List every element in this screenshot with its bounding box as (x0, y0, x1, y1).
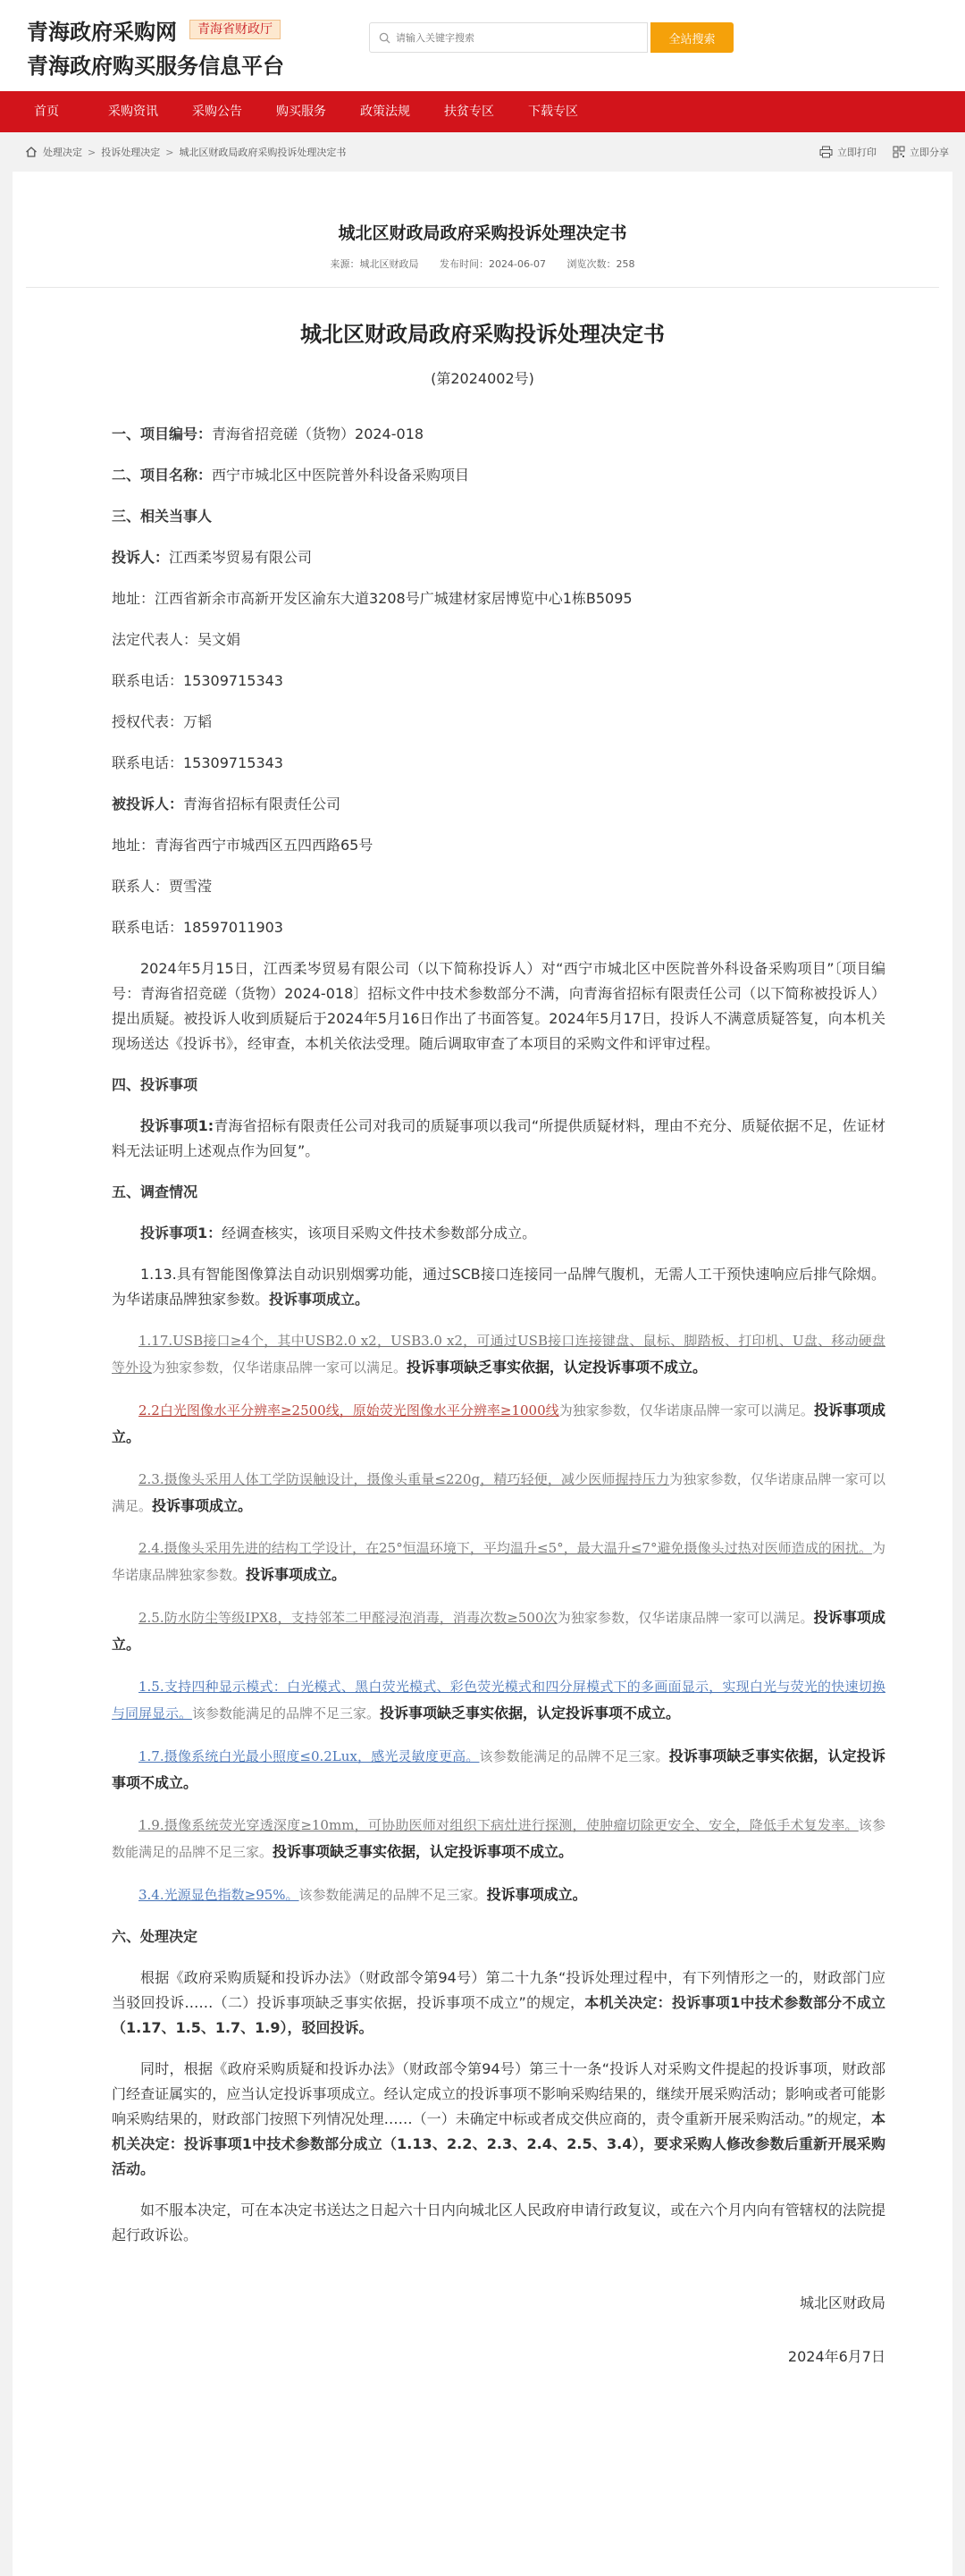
site-logo[interactable] (27, 16, 284, 80)
site-badge: 青海省财政厅 (189, 20, 281, 39)
agent-phone: 联系电话：15309715343 (112, 754, 283, 771)
project-number: 一、项目编号：青海省招竞磋（货物）2024-018 (112, 425, 424, 442)
decision-paragraph-1: 根据《政府采购质疑和投诉办法》（财政部令第94号）第二十九条“投诉处理过程中，有下列情形之一的，财政部门应当驳回投诉……（二）投诉事项缺乏事实依据，投诉事项不成立”的规定，本机关决定：投诉事项1中技术参数部分不成立（1.17、1.5、1.7、1.9），驳回投诉。 (112, 1969, 886, 2036)
finding-1-17: 1.17.USB接口≥4个，其中USB2.0 x2，USB3.0 x2，可通过USB接口连接键盘、鼠标、脚踏板、打印机、U盘、移动硬盘等外设为独家参数，仅华诺康品牌一家可以满足。投诉事项缺乏事实依据，认定投诉事项不成立。 (112, 1333, 885, 1376)
breadcrumb-item[interactable]: 投诉处理决定 (101, 147, 161, 158)
search-icon (379, 32, 390, 44)
nav-item-policy[interactable]: 政策法规 (360, 105, 410, 119)
investigation-summary: 投诉事项1：经调查核实，该项目采购文件技术参数部分成立。 (140, 1225, 537, 1242)
home-icon (25, 146, 38, 158)
nav-item-news[interactable]: 采购资讯 (108, 105, 158, 119)
complainant-address: 地址：江西省新余市高新开发区渝东大道3208号广城建材家居博览中心1栋B5095 (112, 590, 633, 607)
printer-icon (819, 146, 833, 158)
doc-number: (第2024002号) (431, 370, 534, 387)
complainant-legal-rep: 法定代表人：吴文娟 (112, 631, 241, 648)
issue-date: 2024年6月7日 (787, 2348, 885, 2365)
section-parties: 三、相关当事人 (112, 508, 213, 525)
site-subname: 青海政府购买服务信息平台 (27, 54, 284, 79)
finding-3-4: 3.4.光源显色指数≥95%。该参数能满足的品牌不足三家。投诉事项成立。 (138, 1886, 587, 1903)
finding-2-5: 2.5.防水防尘等级IPX8，支持邻苯二甲醛浸泡消毒，消毒次数≥500次为独家参数，仅华诺康品牌一家可以满足。投诉事项成立。 (112, 1609, 885, 1653)
qrcode-icon (893, 146, 905, 158)
finding-1-5: 1.5.支持四种显示模式：白光模式、黑白荧光模式、彩色荧光模式和四分屏模式下的多画面显示，实现白光与荧光的快速切换与同屏显示。该参数能满足的品牌不足三家。投诉事项缺乏事实依据，认定投诉事项不成立。 (112, 1679, 885, 1722)
project-name: 二、项目名称：西宁市城北区中医院普外科设备采购项目 (112, 467, 470, 484)
complainant-agent: 授权代表：万韬 (112, 713, 213, 730)
nav-item-notices[interactable]: 采购公告 (192, 105, 242, 119)
respondent-address: 地址：青海省西宁市城西区五四西路65号 (112, 837, 373, 854)
finding-1-7: 1.7.摄像系统白光最小照度≤0.2Lux，感光灵敏度更高。该参数能满足的品牌不足三家。投诉事项缺乏事实依据，认定投诉事项不成立。 (112, 1747, 885, 1791)
respondent-phone: 联系电话：18597011903 (112, 919, 283, 936)
search-box[interactable] (369, 22, 648, 53)
search-bar (369, 22, 734, 53)
nav-item-poverty[interactable]: 扶贫专区 (444, 105, 494, 119)
breadcrumb-current: 城北区财政局政府采购投诉处理决定书 (179, 147, 347, 158)
nav-item-services[interactable]: 购买服务 (276, 105, 326, 119)
finding-1-13: 1.13.具有智能图像算法自动识别烟雾功能，通过SCB接口连接同一品牌气腹机，无需人工干预快速响应后排气除烟。为华诺康品牌独家参数。投诉事项成立。 (112, 1266, 885, 1308)
respondent: 被投诉人：青海省招标有限责任公司 (112, 796, 341, 812)
intro-paragraph: 2024年5月15日，江西柔岑贸易有限公司（以下简称投诉人）对“西宁市城北区中医院普外科设备采购项目”〔项目编号：青海省招竞磋（货物）2024-018〕招标文件中技术参数部分不满，向青海省招标有限责任公司（以下简称被投诉人）提出质疑。被投诉人收到质疑后于2024年5月16日作出了书面答复。2024年5月17日，投诉人不满意质疑答复，向本机关现场送达《投诉书》，经审查，本机关依法受理。随后调取审查了本项目的采购文件和评审过程。 (112, 960, 885, 1052)
breadcrumb-item[interactable]: 处理决定 (43, 147, 82, 158)
divider (26, 287, 939, 288)
site-name: 青海政府采购网 (27, 19, 177, 45)
article-date: 发布时间：2024-06-07 (440, 258, 546, 270)
section-complaint: 四、投诉事项 (112, 1076, 198, 1093)
main-nav (0, 91, 965, 132)
breadcrumb: 处理决定 > 投诉处理决定 > 城北区财政局政府采购投诉处理决定书 (25, 145, 351, 159)
print-button[interactable] (819, 145, 877, 159)
search-button[interactable]: 全站搜索 (650, 22, 734, 53)
section-decision: 六、处理决定 (112, 1928, 198, 1945)
finding-1-9: 1.9.摄像系统荧光穿透深度≥10mm，可协助医师对组织下病灶进行探测，使肿瘤切除更安全、安全，降低手术复发率。该参数能满足的品牌不足三家。投诉事项缺乏事实依据，认定投诉事项不成立。 (112, 1817, 885, 1860)
article-content (13, 172, 952, 2576)
finding-2-3: 2.3.摄像头采用人体工学防误触设计，摄像头重量≤220g，精巧轻便，减少医师握持压力为独家参数，仅华诺康品牌一家可以满足。投诉事项成立。 (112, 1471, 885, 1514)
appeal-notice: 如不服本决定，可在本决定书送达之日起六十日内向城北区人民政府申请行政复议，或在六个月内向有管辖权的法院提起行政诉讼。 (112, 2201, 885, 2243)
issuer-signature: 城北区财政局 (799, 2294, 885, 2311)
nav-item-download[interactable]: 下载专区 (528, 105, 578, 119)
nav-item-home[interactable]: 首页 (34, 105, 59, 119)
article-views: 浏览次数：258 (566, 258, 635, 270)
complainant-phone: 联系电话：15309715343 (112, 672, 283, 689)
respondent-contact: 联系人：贾雪滢 (112, 878, 213, 895)
breadcrumb-bar (0, 132, 965, 172)
site-header (0, 0, 965, 91)
complainant: 投诉人：江西柔岑贸易有限公司 (112, 549, 313, 566)
section-investigation: 五、调查情况 (112, 1183, 198, 1200)
finding-2-4: 2.4.摄像头采用先进的结构工学设计，在25°恒温环境下，平均温升≤5°，最大温升≤7°避免摄像头过热对医师造成的困扰。为华诺康品牌独家参数。投诉事项成立。 (112, 1540, 885, 1583)
print-label: 立即打印 (837, 147, 877, 158)
article-source: 来源：城北区财政局 (330, 258, 419, 270)
page-tools (803, 132, 949, 172)
decision-paragraph-2: 同时，根据《政府采购质疑和投诉办法》（财政部令第94号）第三十一条“投诉人对采购文件提起的投诉事项，财政部门经查证属实的，应当认定投诉事项成立。经认定成立的投诉事项不影响采购结果的，继续开展采购活动；影响或者可能影响采购结果的，财政部门按照下列情况处理……（一）未确定中标或者成交供应商的，责令重新开展采购活动。”的规定，本机关决定：投诉事项1中技术参数部分成立（1.13、2.2、2.3、2.4、2.5、3.4），要求采购人修改参数后重新开展采购活动。 (112, 2060, 885, 2177)
doc-title: 城北区财政局政府采购投诉处理决定书 (300, 322, 665, 347)
share-label: 立即分享 (910, 147, 949, 158)
share-button[interactable] (893, 145, 949, 159)
article-title: 城北区财政局政府采购投诉处理决定书 (338, 223, 627, 243)
article-meta (80, 257, 885, 271)
search-input[interactable] (396, 32, 637, 44)
finding-2-2: 2.2白光图像水平分辨率≥2500线，原始荧光图像水平分辨率≥1000线为独家参数，仅华诺康品牌一家可以满足。投诉事项成立。 (112, 1402, 885, 1445)
complaint-item-1: 投诉事项1:青海省招标有限责任公司对我司的质疑事项以我司“所提供质疑材料，理由不充分、质疑依据不足，佐证材料无法证明上述观点作为回复”。 (112, 1117, 885, 1159)
